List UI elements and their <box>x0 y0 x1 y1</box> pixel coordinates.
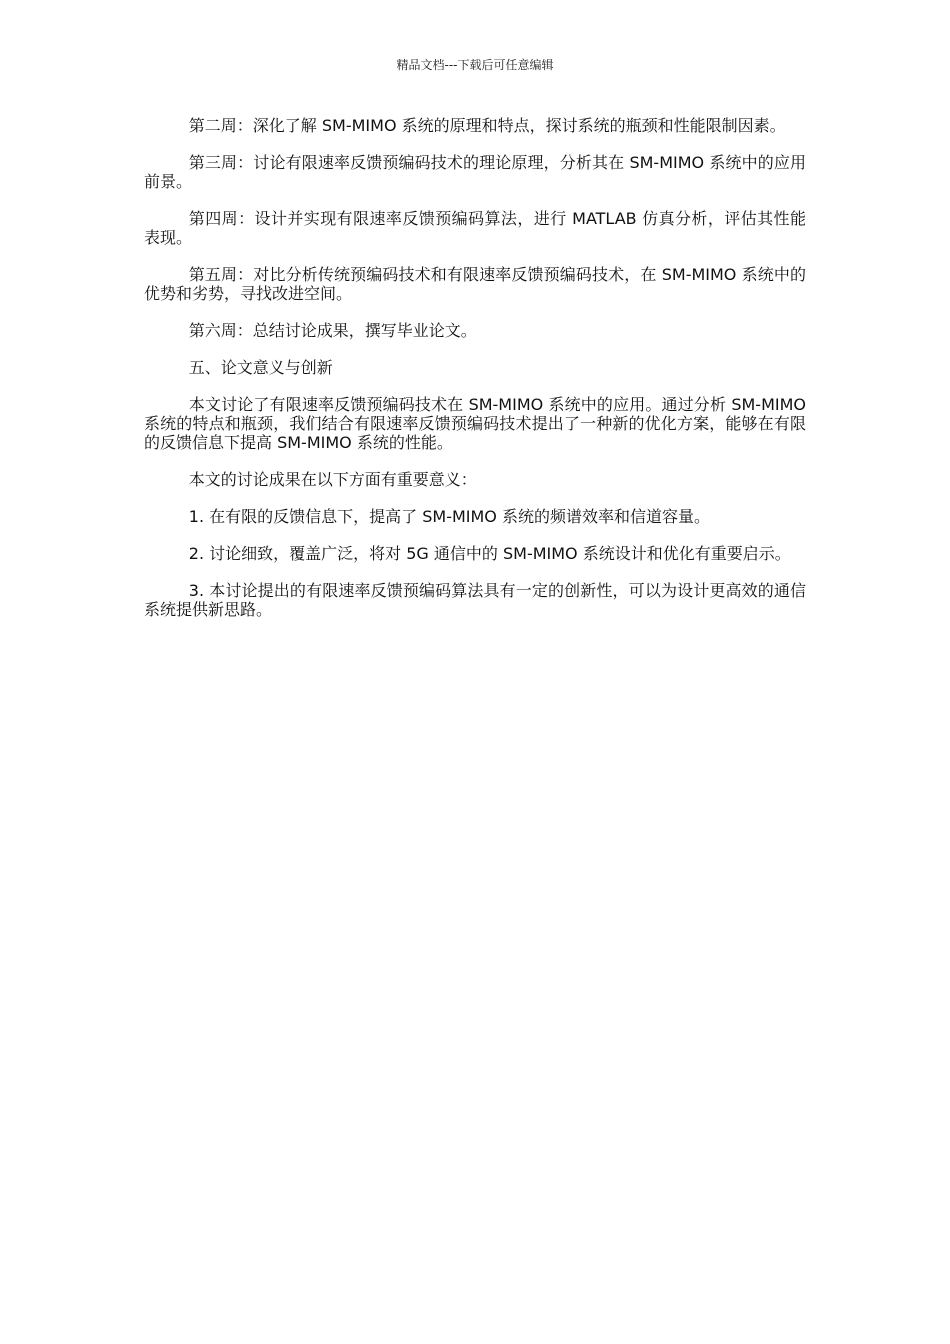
paragraph-week-4: 第四周：设计并实现有限速率反馈预编码算法，进行 MATLAB 仿真分析，评估其性能表现。 <box>144 209 806 247</box>
list-item-1: 1. 在有限的反馈信息下，提高了 SM-MIMO 系统的频谱效率和信道容量。 <box>188 507 710 526</box>
paragraph-week-2: 第二周：深化了解 SM-MIMO 系统的原理和特点，探讨系统的瓶颈和性能限制因素。 <box>188 116 786 135</box>
page-header: 精品文档---下载后可任意编辑 <box>396 58 554 72</box>
document-body <box>144 116 806 619</box>
paragraph-week-3: 第三周：讨论有限速率反馈预编码技术的理论原理，分析其在 SM-MIMO 系统中的应用前景。 <box>144 153 806 191</box>
section-heading: 五、论文意义与创新 <box>188 358 333 377</box>
paragraph-summary: 本文讨论了有限速率反馈预编码技术在 SM-MIMO 系统中的应用。通过分析 SM-MIMO 系统的特点和瓶颈，我们结合有限速率反馈预编码技术提出了一种新的优化方案，能够在有限的反馈信息下提高 SM-MIMO 系统的性能。 <box>144 395 806 452</box>
list-item-2: 2. 讨论细致，覆盖广泛，将对 5G 通信中的 SM-MIMO 系统设计和优化有重要启示。 <box>188 544 791 563</box>
paragraph-week-5: 第五周：对比分析传统预编码技术和有限速率反馈预编码技术，在 SM-MIMO 系统中的优势和劣势，寻找改进空间。 <box>144 265 806 303</box>
list-item-3: 3. 本讨论提出的有限速率反馈预编码算法具有一定的创新性，可以为设计更高效的通信系统提供新思路。 <box>144 581 806 619</box>
paragraph-significance-intro: 本文的讨论成果在以下方面有重要意义： <box>188 470 477 489</box>
paragraph-week-6: 第六周：总结讨论成果，撰写毕业论文。 <box>188 321 477 340</box>
